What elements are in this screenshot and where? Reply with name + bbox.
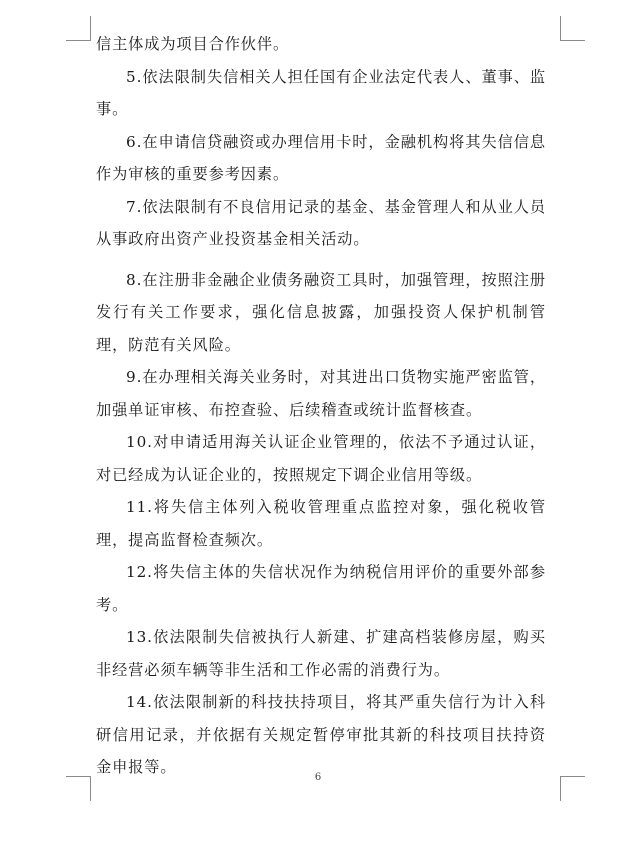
paragraph-item-12: 12.将失信主体的失信状况作为纳税信用评价的重要外部参考。 — [96, 563, 546, 614]
paragraph-item-13: 13.依法限制失信被执行人新建、扩建高档装修房屋，购买非经营必须车辆等非生活和工作必需的消费行为。 — [96, 628, 546, 679]
crop-mark-top-left — [66, 16, 91, 41]
paragraph-item-14: 14.依法限制新的科技扶持项目，将其严重失信行为计入科研信用记录，并依据有关规定暂停审批其新的科技项目扶持资金申报等。 — [96, 693, 546, 776]
page-number: 6 — [314, 772, 322, 783]
paragraph-item-10: 10.对申请适用海关认证企业管理的，依法不予通过认证，对已经成为认证企业的，按照规定下调企业信用等级。 — [96, 433, 546, 484]
paragraph-item-7: 7.依法限制有不良信用记录的基金、基金管理人和从业人员从事政府出资产业投资基金相关活动。 — [96, 197, 546, 248]
paragraph-item-8: 8.在注册非金融企业债务融资工具时，加强管理，按照注册发行有关工作要求，强化信息披露，加强投资人保护机制管理，防范有关风险。 — [96, 270, 546, 354]
crop-mark-top-right — [560, 16, 585, 41]
paragraph-item-11: 11.将失信主体列入税收管理重点监控对象，强化税收管理，提高监督检查频次。 — [96, 498, 546, 549]
paragraph-item-5: 5.依法限制失信相关人担任国有企业法定代表人、董事、监事。 — [96, 67, 546, 118]
paragraph-continuation: 信主体成为项目合作伙伴。 — [96, 35, 290, 53]
paragraph-item-9: 9.在办理相关海关业务时，对其进出口货物实施严密监管，加强单证审核、布控查验、后续稽查或统计监督核查。 — [96, 368, 546, 419]
paragraph-item-6: 6.在申请信贷融资或办理信用卡时，金融机构将其失信信息作为审核的重要参考因素。 — [96, 132, 546, 183]
document-body — [96, 28, 546, 784]
